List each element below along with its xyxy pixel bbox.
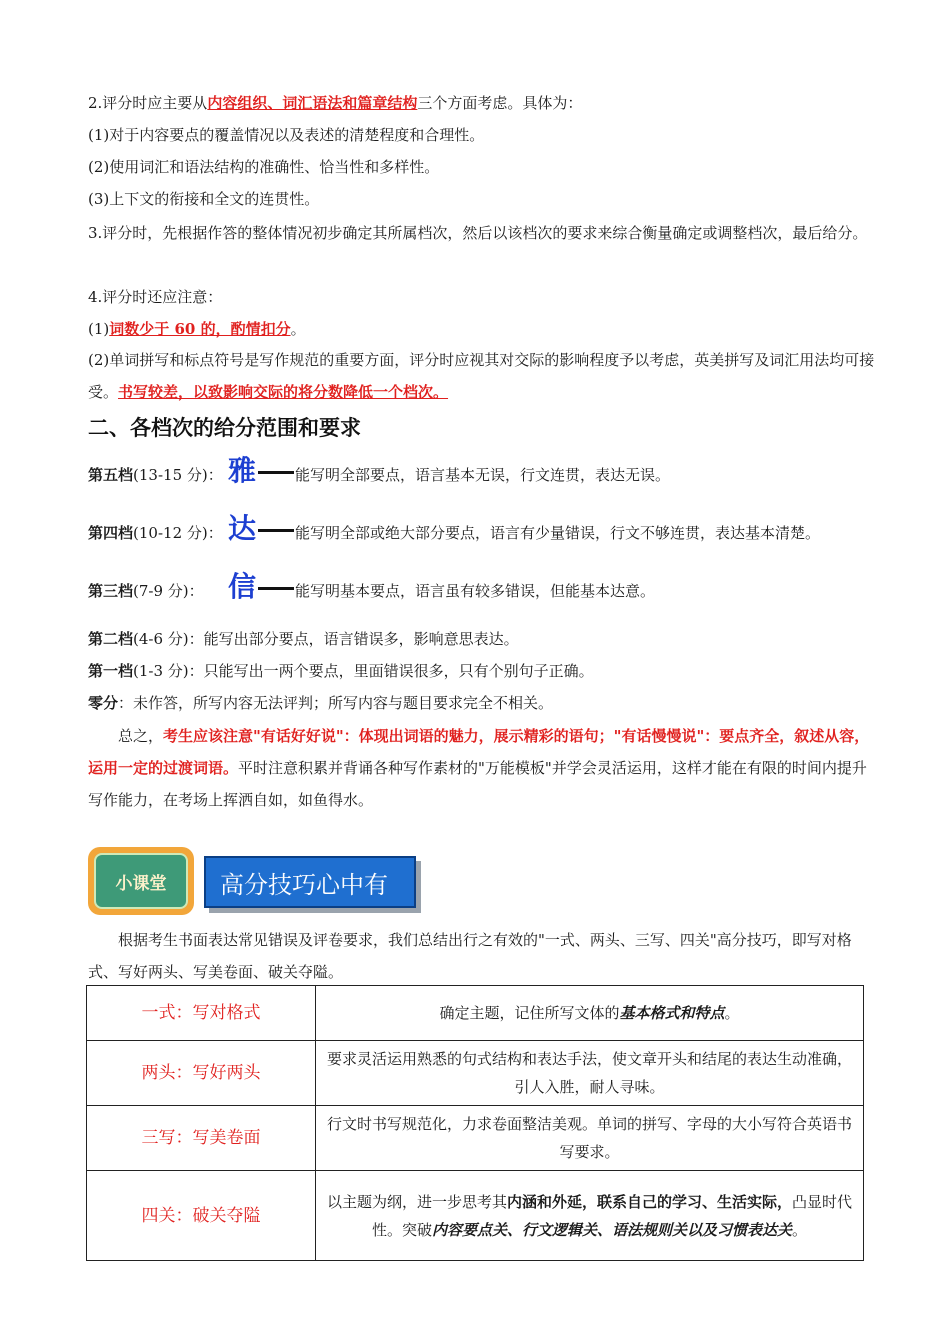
tip-desc: 要求灵活运用熟悉的句式结构和表达手法，使文章开头和结尾的表达生动准确，引人入胜，耐人寻味。 [316, 1041, 864, 1106]
tip-desc: 行文时书写规范化，力求卷面整洁美观。单词的拼写、字母的大小写符合英语书写要求。 [316, 1106, 864, 1171]
level-4-glyph: 达 [228, 512, 257, 545]
tips-intro: 根据考生书面表达常见错误及评卷要求，我们总结出行之有效的"一式、两头、三写、四关"高分技巧，即写对格式、写好两头、写美卷面、破关夺隘。 [88, 931, 852, 981]
note-2-item-3: (3)上下文的衔接和全文的连贯性。 [88, 190, 320, 208]
note-2-highlight: 内容组织、词汇语法和篇章结构 [207, 94, 418, 112]
level-5-glyph: 雅 [228, 454, 257, 487]
level-3-desc: 能写明基本要点，语言虽有较多错误，但能基本达意。 [295, 582, 656, 600]
note-4-item-1: (1)词数少于 60 的，酌情扣分。 [88, 320, 306, 338]
level-3-dash [258, 587, 294, 590]
table-row [87, 1171, 864, 1261]
level-5-desc: 能写明全部要点，语言基本无误，行文连贯，表达无误。 [295, 466, 671, 484]
level-0: 零分：未作答，所写内容无法评判；所写内容与题目要求完全不相关。 [88, 694, 554, 712]
note-4: 4.评分时还应注意： [88, 288, 223, 306]
section-heading: 二、各档次的给分范围和要求 [88, 416, 361, 440]
level-1: 第一档(1-3 分)：只能写出一两个要点，里面错误很多，只有个别句子正确。 [88, 662, 594, 680]
level-2: 第二档(4-6 分)：能写出部分要点，语言错误多，影响意思表达。 [88, 630, 519, 648]
table-row [87, 986, 864, 1041]
table-row [87, 1106, 864, 1171]
class-badge: 小课堂 [88, 847, 194, 915]
tip-desc: 以主题为纲，进一步思考其内涵和外延，联系自己的学习、生活实际，凸显时代性。突破内容要点关、行文逻辑关、语法规则关以及习惯表达关。 [316, 1171, 864, 1261]
tip-key: 两头：写好两头 [87, 1041, 316, 1106]
level-4: 第四档(10-12 分)： [88, 524, 223, 542]
tips-banner: 高分技巧心中有 [204, 856, 416, 908]
note-4-item-2: (2)单词拼写和标点符号是写作规范的重要方面，评分时应视其对交际的影响程度予以考虑，英美拼写及词汇用法均可接受。书写较差，以致影响交际的将分数降低一个档次。 [88, 351, 875, 401]
tips-table [86, 985, 864, 1261]
note-2-item-1: (1)对于内容要点的覆盖情况以及表述的清楚程度和合理性。 [88, 126, 485, 144]
level-3: 第三档(7-9 分)： [88, 582, 204, 600]
tip-desc: 确定主题，记住所写文体的基本格式和特点。 [316, 986, 864, 1041]
level-5-dash [258, 471, 294, 474]
note-2-item-2: (2)使用词汇和语法结构的准确性、恰当性和多样性。 [88, 158, 440, 176]
level-4-desc: 能写明全部或绝大部分要点，语言有少量错误，行文不够连贯，表达基本清楚。 [295, 524, 821, 542]
summary: 总之，考生应该注意"有话好好说"：体现出词语的魅力，展示精彩的语句；"有话慢慢说"：要点齐全，叙述从容，运用一定的过渡词语。平时注意积累并背诵各种写作素材的"万能模板"并学会灵活运用，这样才能在有限的时间内提升写作能力，在考场上挥洒自如，如鱼得水。 [88, 727, 870, 809]
level-4-dash [258, 529, 294, 532]
note-2: 2.评分时应主要从内容组织、词汇语法和篇章结构三个方面考虑。具体为： [88, 94, 583, 112]
tip-key: 四关：破关夺隘 [87, 1171, 316, 1261]
tip-key: 一式：写对格式 [87, 986, 316, 1041]
tip-key: 三写：写美卷面 [87, 1106, 316, 1171]
level-3-glyph: 信 [228, 570, 257, 603]
note-3: 3.评分时，先根据作答的整体情况初步确定其所属档次，然后以该档次的要求来综合衡量确定或调整档次，最后给分。 [88, 224, 868, 242]
level-5: 第五档(13-15 分)： [88, 466, 223, 484]
table-row [87, 1041, 864, 1106]
